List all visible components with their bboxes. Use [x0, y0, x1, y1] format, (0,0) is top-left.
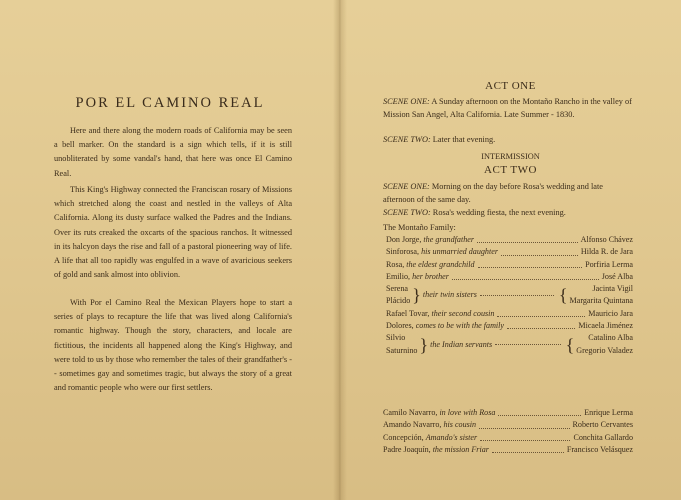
act-two-scene-one [383, 181, 633, 207]
left-page [0, 0, 340, 500]
character-name: Rosa, [386, 259, 405, 269]
scene-text: Later that evening. [432, 135, 496, 144]
character-role: their twin sisters [422, 290, 477, 300]
character-name: Concepción, [383, 432, 424, 442]
cast-row [383, 407, 633, 419]
character-role: in love with Rosa [439, 408, 496, 417]
leader-dots [495, 344, 560, 345]
cast-row [383, 432, 633, 444]
scene-label: SCENE TWO: [383, 135, 431, 144]
character-name: Rafael Tovar, [386, 308, 430, 318]
character-name: Silvio [386, 333, 406, 343]
right-page [340, 0, 681, 500]
cast-row [386, 308, 633, 320]
actor-name: Conchita Gallardo [573, 432, 633, 442]
actor-name: Porfiria Lerma [585, 259, 633, 269]
leader-dots [479, 428, 569, 429]
actor-name: Francisco Velásquez [566, 444, 633, 454]
leader-dots [452, 279, 599, 280]
character-name: Plácido [386, 296, 411, 306]
leader-dots [480, 440, 570, 441]
twin-actors [570, 283, 633, 308]
scene-label: SCENE ONE: [383, 97, 430, 106]
intro-paragraph: Here and there along the modern roads of California may be seen a bell marker. On the standard is a sign which tells, if it is still unobliterated by some vandal's hand, that here was once El Camino Real. [54, 126, 292, 178]
cast-list-guests [383, 407, 633, 456]
brace-glyph: { [565, 334, 575, 355]
servant-actors [576, 332, 633, 357]
act-one-scene-one [383, 96, 633, 122]
character-role: the grandfather [423, 235, 474, 244]
character-name: Emilio, [386, 271, 411, 281]
character-role: the eldest grandchild [406, 259, 475, 269]
character-name: Camilo Navarro, [383, 408, 438, 417]
brace-glyph: } [419, 334, 429, 355]
actor-name: Roberto Cervantes [572, 420, 633, 430]
cast-list [386, 234, 633, 357]
twins-row [386, 283, 633, 308]
leader-dots [497, 316, 585, 317]
scene-text: Rosa's wedding fiesta, the next evening. [432, 208, 566, 217]
character-role: their second cousin [431, 308, 495, 318]
cast-row [383, 419, 633, 431]
intermission-heading: INTERMISSION [481, 152, 540, 161]
act-two-scene-two [383, 207, 633, 220]
brace-glyph: { [558, 285, 568, 306]
leader-dots [492, 452, 564, 453]
actor-name: Micaela Jiménez [578, 321, 633, 331]
cast-row [386, 320, 633, 332]
actor-name: Gregorio Valadez [576, 345, 633, 355]
character-role: comes to be with the family [415, 321, 505, 331]
servants-row [386, 332, 633, 357]
cast-row [386, 259, 633, 271]
leader-dots [478, 267, 583, 268]
cast-row [386, 246, 633, 258]
character-name: Saturnino [386, 345, 418, 355]
page-title: POR EL CAMINO REAL [75, 95, 265, 111]
scene-label: SCENE ONE: [383, 182, 430, 191]
actor-name: Mauricio Jara [588, 308, 633, 318]
scene-label: SCENE TWO: [383, 208, 431, 217]
leader-dots [498, 415, 581, 416]
leader-dots [501, 255, 578, 256]
actor-name: Alfonso Chávez [580, 235, 633, 244]
character-name: Dolores, [386, 321, 414, 331]
family-heading: The Montaño Family: [383, 223, 456, 232]
cast-row [386, 271, 633, 283]
character-name: Serena [386, 284, 409, 294]
character-name: Sinforosa, [386, 247, 420, 257]
act-one-scene-two [383, 134, 633, 147]
scene-text: Morning on the day before Rosa's wedding and late afternoon of the same day. [383, 182, 603, 204]
cast-row [386, 234, 633, 246]
cast-row [383, 444, 633, 456]
character-role: the Indian servants [430, 339, 493, 349]
actor-name: Margarita Quintana [569, 296, 633, 306]
character-role: Amando's sister [425, 432, 478, 442]
actor-name: Hilda R. de Jara [580, 247, 633, 257]
character-role: his cousin [443, 420, 477, 430]
servant-names [386, 332, 417, 357]
actor-name: Catalino Alba [588, 333, 633, 343]
leader-dots [507, 328, 575, 329]
actor-name: Jacinta Vigil [592, 284, 633, 294]
twin-names [386, 283, 410, 308]
players-paragraph: With Por el Camino Real the Mexican Players hope to start a series of plays to recapture the life that was lived along California's romantic highway. Though the story, characters, and locale are fictitious, the incidents all happened along the King's Highway, and were told to us by those who remember the tales of their grandfather's - - sometimes gay and sometimes tragic, but always the story of a great and romantic people who were our first settlers. [54, 298, 292, 393]
character-role: the mission Friar [432, 444, 489, 454]
character-name: Padre Joaquín, [383, 444, 431, 454]
leader-dots [480, 295, 554, 296]
brace-glyph: } [412, 285, 421, 306]
center-fold [333, 0, 347, 500]
scene-text: A Sunday afternoon on the Montaño Rancho in the valley of Mission San Angel, Alta California. Late Summer - 1830. [383, 97, 632, 119]
character-role: her brother [412, 271, 449, 281]
character-name: Don Jorge, [386, 235, 422, 244]
act-one-heading: ACT ONE [485, 80, 536, 92]
leader-dots [477, 242, 578, 243]
character-role: his unmarried daughter [421, 247, 498, 257]
actor-name: José Alba [601, 271, 633, 281]
character-name: Amando Navarro, [383, 420, 442, 430]
history-paragraph: This King's Highway connected the Franciscan rosary of Missions which stretched along the coast and nestled in the valleys of Alta California. Along its dusty surface walked the Padres and the Indians. Over its ruts creaked the oxcarts of the spacious ranchos. It witnessed in its halcyon days the rise and fall of a pastoral pioneering way of life. A life that all too rapidly was engulfed in a wave of avaricious seekers of gold and sank almost into oblivion. [54, 185, 292, 280]
act-two-heading: ACT TWO [484, 164, 537, 176]
actor-name: Enrique Lerma [584, 408, 633, 417]
